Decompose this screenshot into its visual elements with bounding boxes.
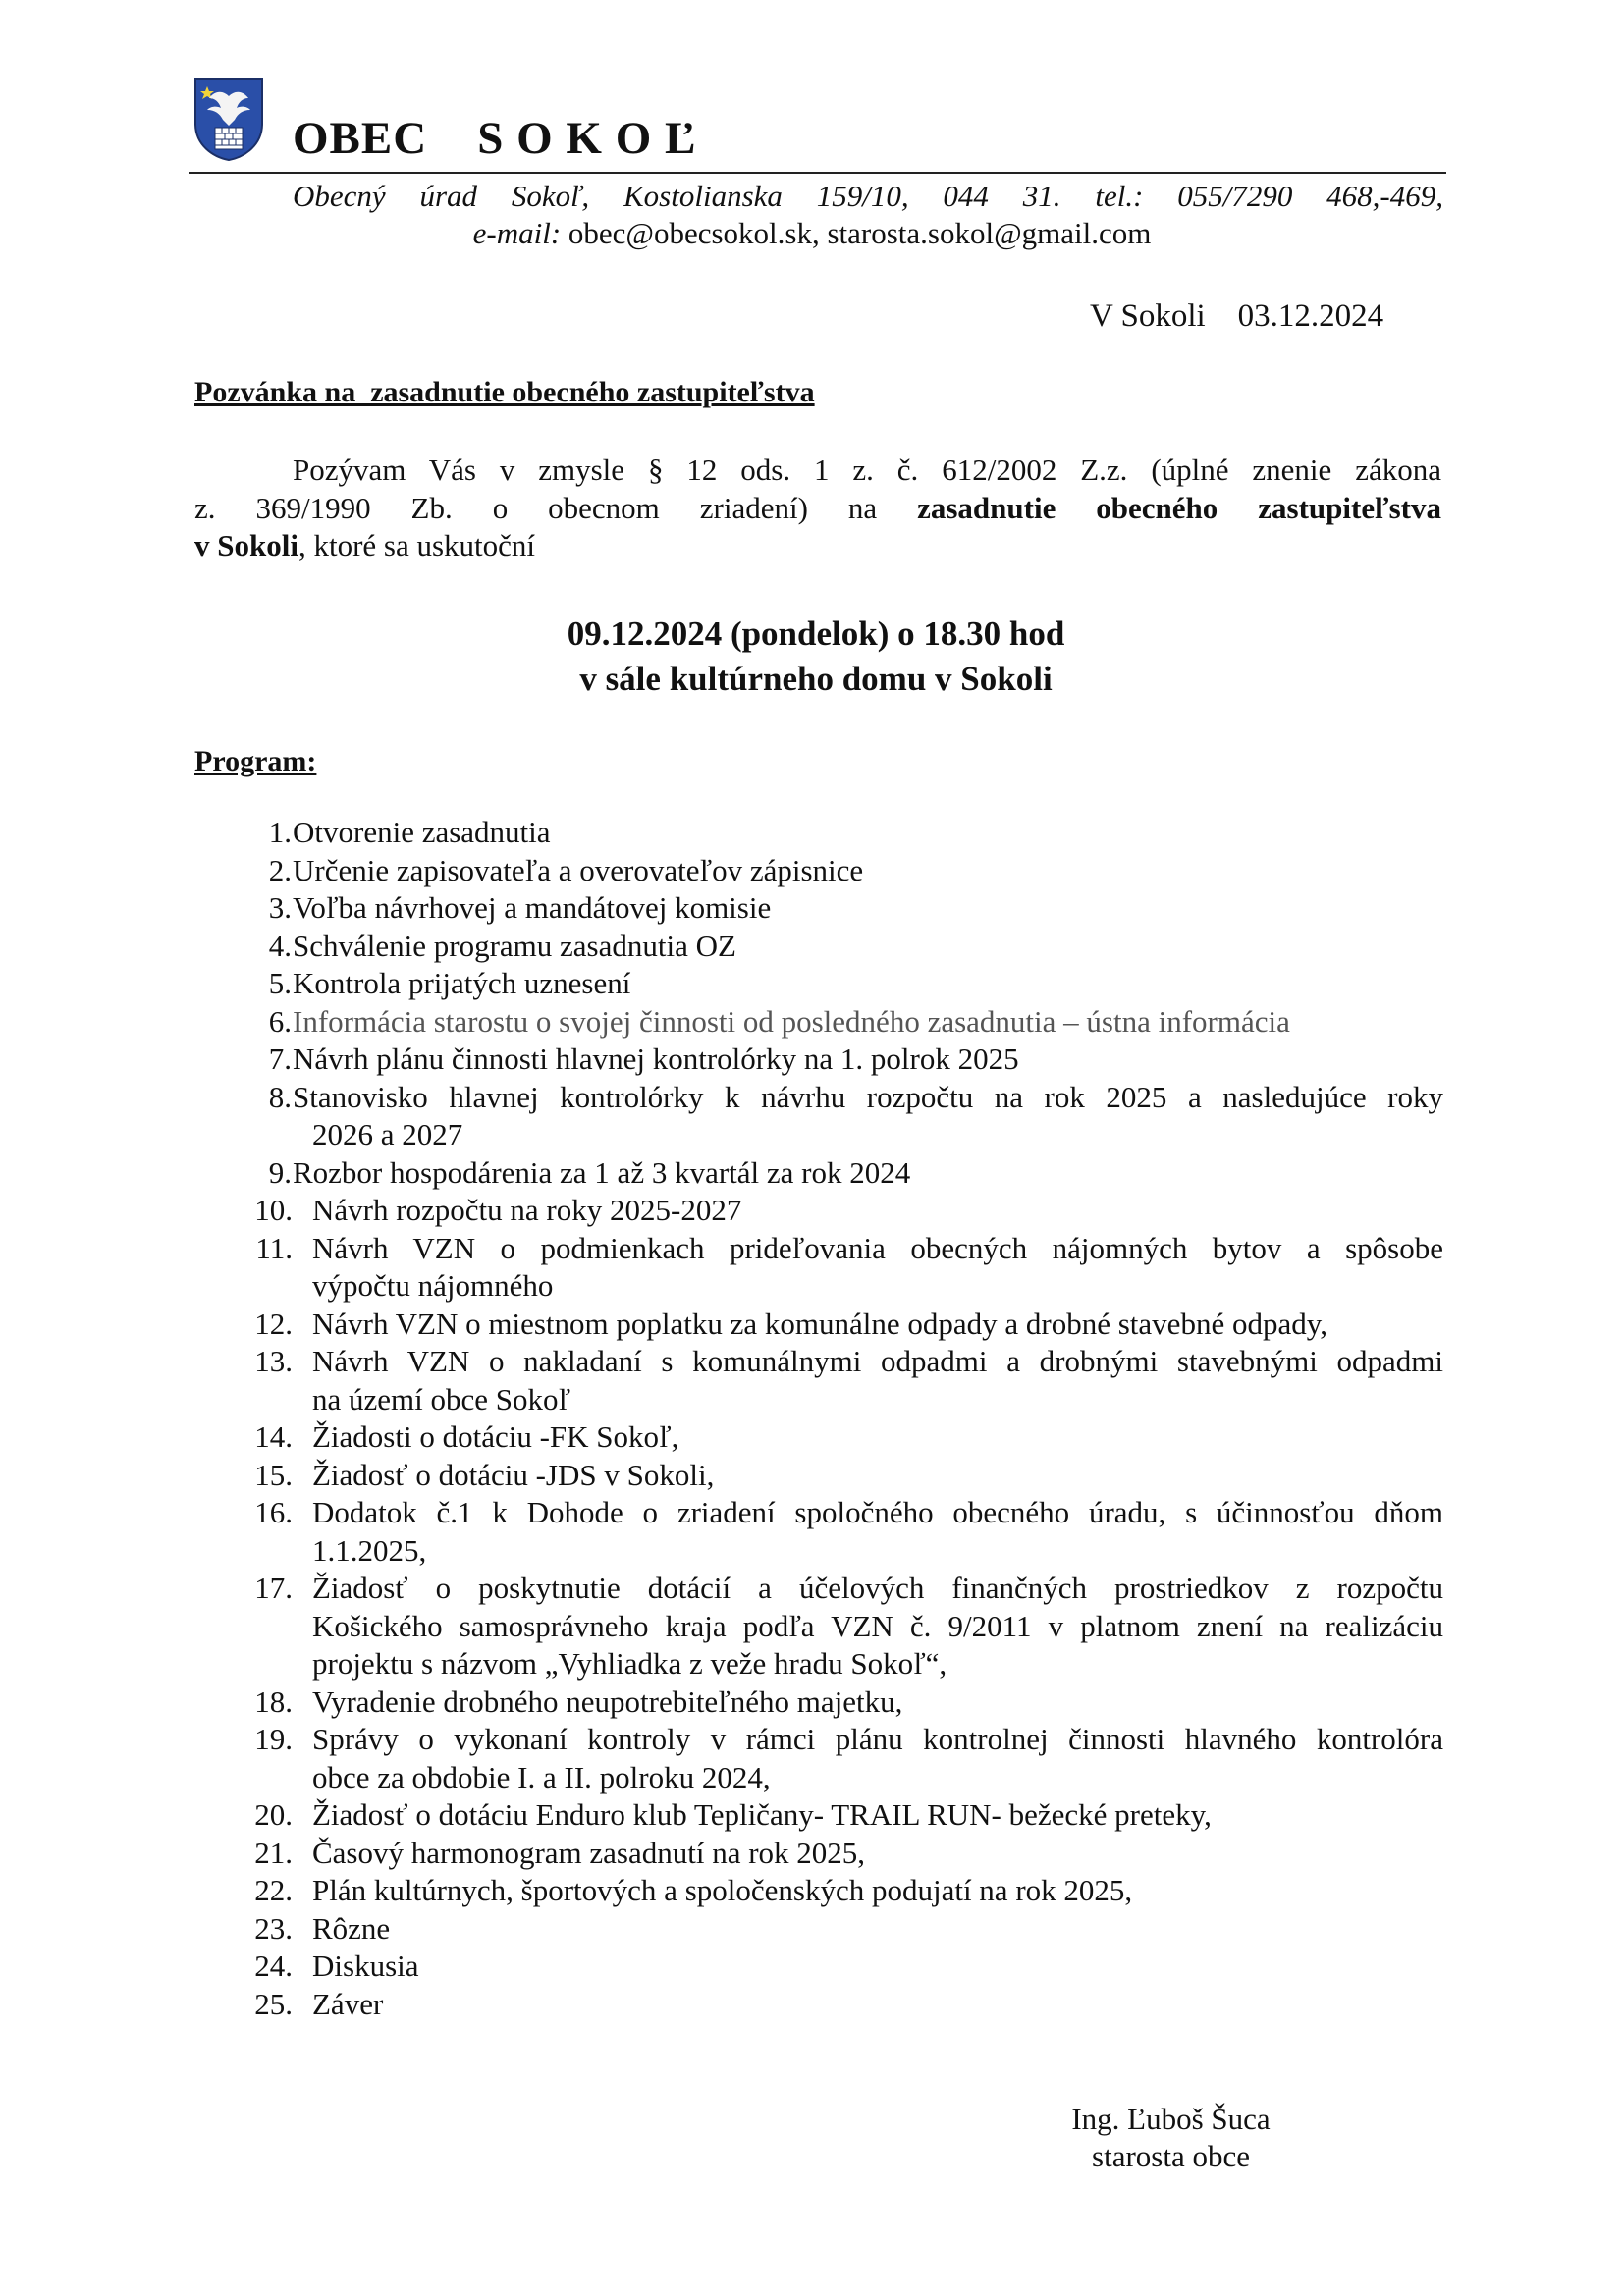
program-item-text xyxy=(312,1872,1443,1910)
program-item xyxy=(0,1003,1624,1041)
program-item xyxy=(0,1910,1624,1949)
meeting-datetime: 09.12.2024 (pondelok) o 18.30 hod xyxy=(567,614,1065,653)
program-item-text xyxy=(293,814,1443,852)
program-item-number: 11. xyxy=(255,1230,293,1265)
program-item-text xyxy=(312,1948,1443,1986)
program-item xyxy=(0,1796,1624,1835)
program-item-text xyxy=(293,852,1443,890)
program-item-number: 16. xyxy=(254,1495,293,1529)
program-item xyxy=(0,889,1624,928)
program-item-number: 19. xyxy=(254,1722,293,1756)
header-divider xyxy=(189,172,1446,174)
intro-line-3-bold: v Sokoli xyxy=(194,528,298,562)
invitation-subject: Pozvánka na zasadnutie obecného zastupiteľstva xyxy=(194,376,815,408)
program-item-text xyxy=(312,1457,1443,1495)
program-item-line: Dodatok č.1 k Dohode o zriadení spoločného obecného úradu, s účinnosťou dňom xyxy=(312,1495,1443,1529)
coat-of-arms-icon xyxy=(193,77,264,161)
program-item-number: 25. xyxy=(254,1986,293,2021)
program-list xyxy=(0,814,1624,2023)
intro-line-1: Pozývam Vás v zmysle § 12 ods. 1 z. č. 612/2002 Z.z. (úplné znenie zákona xyxy=(293,453,1441,487)
program-item-line: 1.1.2025, xyxy=(312,1532,427,1568)
email-label: e-mail: xyxy=(472,216,562,250)
program-item-text xyxy=(312,1570,1443,1683)
program-item-line: Vyradenie drobného neupotrebiteľného majetku, xyxy=(312,1683,903,1719)
program-item-line: výpočtu nájomného xyxy=(312,1268,554,1303)
signatory-name: Ing. Ľuboš Šuca xyxy=(1071,2102,1271,2136)
program-item-line: Časový harmonogram zasadnutí na rok 2025, xyxy=(312,1835,866,1870)
program-item-line: Voľba návrhovej a mandátovej komisie xyxy=(293,890,772,925)
program-item xyxy=(0,1872,1624,1910)
intro-line-2-text: z. 369/1990 Zb. o obecnom zriadení) na xyxy=(194,490,918,525)
program-item-number: 5. xyxy=(268,966,292,1000)
program-item-number: 17. xyxy=(254,1571,293,1605)
program-item-line: Plán kultúrnych, športových a spoločenských podujatí na rok 2025, xyxy=(312,1873,1133,1907)
program-item-line: Rôzne xyxy=(312,1910,391,1946)
program-item-line: obce za obdobie I. a II. polroku 2024, xyxy=(312,1759,771,1794)
program-item xyxy=(0,1986,1624,2024)
program-item-number: 6. xyxy=(268,1003,292,1039)
program-item xyxy=(0,852,1624,890)
program-item-number: 23. xyxy=(254,1910,293,1946)
program-item xyxy=(0,1835,1624,1873)
intro-line-2-bold: zasadnutie obecného zastupiteľstva xyxy=(917,490,1441,525)
intro-line-3 xyxy=(194,527,1441,565)
program-item-line: Záver xyxy=(312,1986,384,2021)
program-item-line: Kontrola prijatých uznesení xyxy=(293,966,631,1000)
program-heading: Program: xyxy=(194,745,317,777)
program-item xyxy=(0,1079,1624,1154)
program-item xyxy=(0,965,1624,1003)
program-item xyxy=(0,1494,1624,1570)
program-item-line: na území obce Sokoľ xyxy=(312,1381,571,1416)
program-item-text xyxy=(312,1835,1443,1873)
program-item-text xyxy=(293,1041,1443,1079)
program-item-line: Diskusia xyxy=(312,1949,419,1983)
program-item xyxy=(0,1154,1624,1193)
program-item-line: Návrh VZN o miestnom poplatku za komunálne odpady a drobné stavebné odpady, xyxy=(312,1306,1327,1341)
program-item-number: 20. xyxy=(254,1797,293,1832)
program-item-number: 24. xyxy=(254,1949,293,1983)
program-item-number: 3. xyxy=(268,890,292,925)
program-item xyxy=(0,814,1624,852)
program-item-line: Návrh VZN o nakladaní s komunálnymi odpadmi a drobnými stavebnými odpadmi xyxy=(312,1344,1443,1378)
program-item-line: Správy o vykonaní kontroly v rámci plánu kontrolnej činnosti hlavného kontrolóra xyxy=(312,1722,1443,1756)
program-item-text xyxy=(293,1003,1443,1041)
program-item-number: 15. xyxy=(254,1457,293,1492)
place-and-date: V Sokoli 03.12.2024 xyxy=(1090,298,1384,334)
program-item-text xyxy=(312,1418,1443,1457)
program-item-text xyxy=(312,1910,1443,1949)
program-item-text xyxy=(293,1154,1443,1193)
program-item-line: Návrh VZN o podmienkach prideľovania obecných nájomných bytov a spôsobe xyxy=(312,1230,1443,1265)
program-item-text xyxy=(312,1192,1443,1230)
municipality-title: OBEC S O K O Ľ xyxy=(293,113,697,164)
signatory-title: starosta obce xyxy=(1092,2139,1250,2173)
program-item-text xyxy=(293,928,1443,966)
program-item-text xyxy=(312,1986,1443,2024)
signature-block xyxy=(1060,2101,1281,2175)
program-item-line: Určenie zapisovateľa a overovateľov zápisnice xyxy=(293,852,864,887)
program-item-text xyxy=(312,1494,1443,1570)
program-item-text xyxy=(312,1343,1443,1418)
program-item-line: 2026 a 2027 xyxy=(312,1117,463,1151)
program-item-number: 13. xyxy=(254,1344,293,1378)
program-item xyxy=(0,1948,1624,1986)
program-item xyxy=(0,1457,1624,1495)
program-item xyxy=(0,928,1624,966)
program-item-number: 9. xyxy=(268,1154,292,1190)
program-item-number: 12. xyxy=(254,1306,293,1341)
intro-line-2 xyxy=(194,490,1441,528)
program-item xyxy=(0,1721,1624,1796)
program-item-text xyxy=(312,1306,1443,1344)
program-item xyxy=(0,1683,1624,1722)
program-item-line: Žiadosť o poskytnutie dotácií a účelových finančných prostriedkov z rozpočtu xyxy=(312,1571,1443,1605)
program-item-text xyxy=(293,889,1443,928)
program-item-number: 2. xyxy=(268,852,292,887)
program-item-line: Stanovisko hlavnej kontrolórky k návrhu rozpočtu na rok 2025 a nasledujúce roky xyxy=(293,1079,1443,1114)
program-item-line: Návrh rozpočtu na roky 2025-2027 xyxy=(312,1193,742,1227)
program-item-text xyxy=(312,1230,1443,1306)
program-item xyxy=(0,1570,1624,1683)
program-item xyxy=(0,1306,1624,1344)
program-item xyxy=(0,1343,1624,1418)
program-item-line: Žiadosť o dotáciu -JDS v Sokoli, xyxy=(312,1457,715,1492)
program-item xyxy=(0,1230,1624,1306)
program-item-line: Schválenie programu zasadnutia OZ xyxy=(293,928,736,963)
program-item-text xyxy=(293,965,1443,1003)
program-item-line: Košického samosprávneho kraja podľa VZN č. 9/2011 v platnom znení na realizáciu xyxy=(312,1608,1443,1643)
program-item-line: projektu s názvom „Vyhliadka z veže hradu Sokoľ“, xyxy=(312,1646,947,1681)
office-address: Obecný úrad Sokoľ, Kostolianska 159/10, 044 31. tel.: 055/7290 468,-469, xyxy=(293,179,1443,213)
contact-email-line xyxy=(0,215,1624,252)
program-item-number: 18. xyxy=(254,1683,293,1719)
program-item-line: Rozbor hospodárenia za 1 až 3 kvartál za rok 2024 xyxy=(293,1154,911,1190)
program-item-text xyxy=(312,1683,1443,1722)
invitation-paragraph xyxy=(194,452,1441,565)
intro-line-3-text: , ktoré sa uskutoční xyxy=(298,528,536,562)
program-item-text xyxy=(312,1721,1443,1796)
program-item-number: 1. xyxy=(268,815,292,849)
program-item-number: 7. xyxy=(268,1041,292,1076)
program-item xyxy=(0,1041,1624,1079)
meeting-venue: v sále kultúrneho domu v Sokoli xyxy=(579,660,1053,698)
program-item-text xyxy=(293,1079,1443,1154)
program-item-line: Otvorenie zasadnutia xyxy=(293,815,551,849)
program-item-number: 22. xyxy=(254,1873,293,1907)
program-item-line: Návrh plánu činnosti hlavnej kontrolórky na 1. polrok 2025 xyxy=(293,1041,1019,1076)
program-item-number: 8. xyxy=(268,1079,292,1114)
program-item xyxy=(0,1418,1624,1457)
program-item-line: Informácia starostu o svojej činnosti od posledného zasadnutia – ústna informácia xyxy=(293,1003,1290,1039)
program-item-number: 10. xyxy=(254,1193,293,1227)
program-item-line: Žiadosť o dotáciu Enduro klub Tepličany- TRAIL RUN- bežecké preteky, xyxy=(312,1797,1212,1832)
program-item xyxy=(0,1192,1624,1230)
program-item-number: 21. xyxy=(254,1835,293,1870)
program-item-text xyxy=(312,1796,1443,1835)
program-item-number: 4. xyxy=(268,928,292,963)
email-addresses: obec@obecsokol.sk, starosta.sokol@gmail.com xyxy=(561,216,1152,250)
program-item-number: 14. xyxy=(254,1419,293,1454)
program-item-line: Žiadosti o dotáciu -FK Sokoľ, xyxy=(312,1419,679,1454)
